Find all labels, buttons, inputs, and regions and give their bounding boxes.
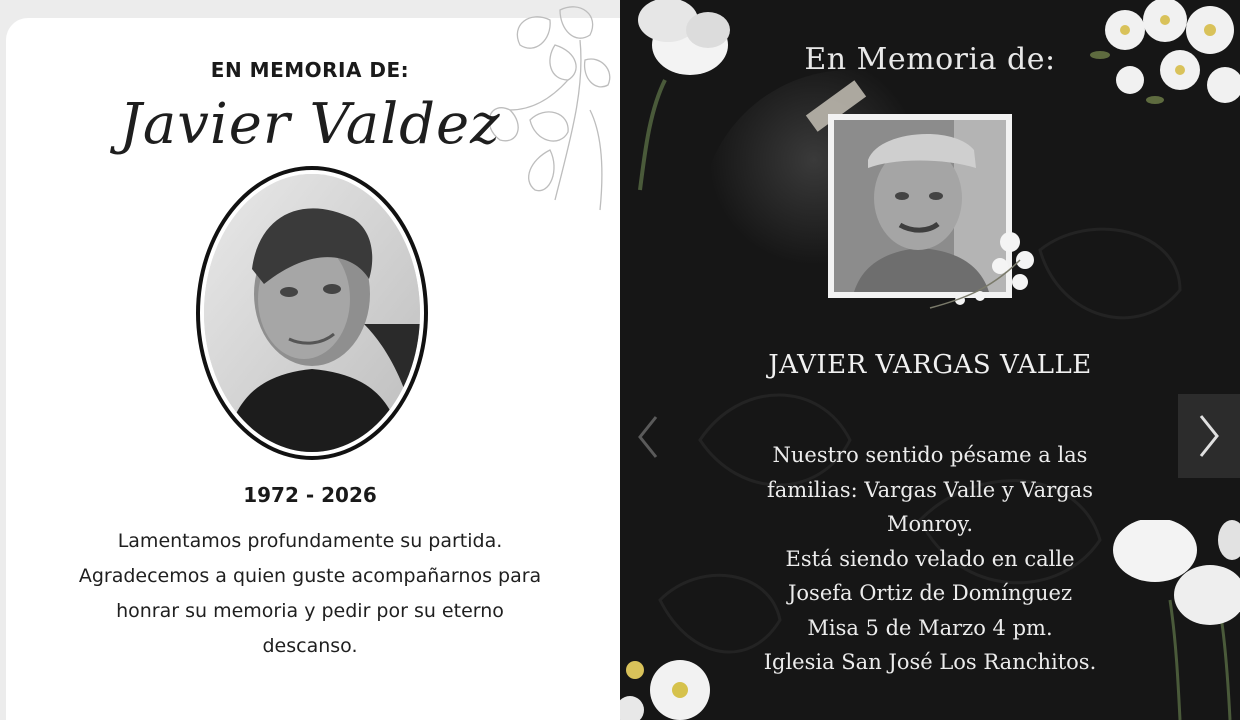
life-years: 1972 - 2026 [243, 483, 377, 507]
condolence-message [20, 524, 600, 664]
message-line: Nuestro sentido pésame a las [772, 443, 1088, 467]
deceased-name: Javier Valdez [119, 92, 501, 157]
white-blossom-decoration [620, 640, 740, 720]
deceased-name: JAVIER VARGAS VALLE [768, 350, 1092, 380]
chevron-right-icon [1197, 414, 1221, 458]
message-line: descanso. [262, 635, 358, 657]
memorial-heading: EN MEMORIA DE: [210, 58, 410, 82]
message-line: honrar su memoria y pedir por su eterno [116, 600, 504, 622]
small-flower-decoration [920, 220, 1050, 320]
message-line: Agradecemos a quien guste acompañarnos para [78, 565, 542, 587]
message-line: Está siendo velado en calle [785, 546, 1075, 571]
chevron-left-icon [636, 415, 660, 459]
white-lily-decoration [620, 0, 740, 200]
message-line: Josefa Ortiz de Domínguez [787, 581, 1073, 605]
message-line: Iglesia San José Los Ranchitos. [763, 650, 1097, 674]
funeral-details [710, 438, 1150, 680]
message-line: familias: Vargas Valle y Vargas [767, 477, 1093, 502]
memorial-heading: En Memoria de: [804, 42, 1056, 77]
right-memorial-card [620, 0, 1240, 720]
white-lily-decoration [1110, 520, 1240, 720]
previous-slide-button[interactable] [628, 412, 668, 462]
portrait-photo [204, 174, 420, 452]
message-line: Lamentamos profundamente su partida. [117, 530, 503, 552]
next-slide-button[interactable] [1178, 394, 1240, 478]
message-line: Monroy. [886, 512, 974, 536]
message-line: Misa 5 de Marzo 4 pm. [807, 615, 1053, 640]
oval-photo-frame [196, 166, 428, 460]
